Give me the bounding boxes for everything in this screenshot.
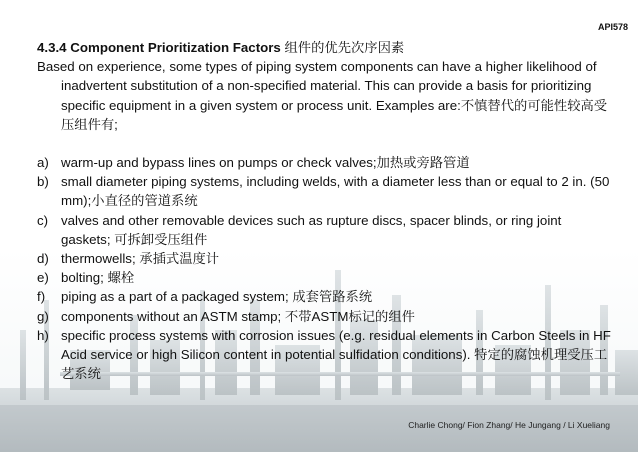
list-marker: g): [37, 308, 49, 324]
list-item-text: components without an ASTM stamp; 不带ASTM标记的组件: [61, 308, 415, 324]
list-marker: d): [37, 251, 49, 267]
list-item-text: valves and other removable devices such as rupture discs, spacer blinds, or ring joint gaskets; 可拆卸受压组件: [61, 212, 562, 247]
list-item-text: specific process systems with corrosion issues (e.g. residual elements in Carbon Steels in HF Acid service or high Silicon content in potential sulfidation conditions). 特定的腐蚀机理受压工艺系统: [61, 327, 611, 382]
list-item: [37, 172, 612, 210]
list-item: [37, 326, 612, 384]
list-item: [37, 287, 612, 306]
list-marker: h): [37, 327, 49, 343]
list-marker: a): [37, 155, 49, 171]
author-credit: Charlie Chong/ Fion Zhang/ He Jungang / Li Xueliang: [408, 420, 610, 430]
list-item-text: small diameter piping systems, including welds, with a diameter less than or equal to 2 in. (50 mm);小直径的管道系统: [61, 174, 610, 209]
list-item: [37, 249, 612, 268]
list-item: [37, 307, 612, 326]
list-item: [37, 153, 612, 172]
list-item: [37, 268, 612, 287]
document-tag: API578: [597, 22, 628, 32]
list-item-text: warm-up and bypass lines on pumps or check valves;加热或旁路管道: [61, 155, 470, 171]
list-item-text: thermowells; 承插式温度计: [61, 251, 220, 267]
section-heading-english: 4.3.4 Component Prioritization Factors: [37, 40, 281, 55]
slide-content: [37, 38, 612, 383]
component-list: [37, 153, 612, 383]
intro-paragraph: Based on experience, some types of piping system components can have a higher likelihood of inadvertent substitution of a non-specified material. This can provide a basis for prioritizing specific equipment in a given system or process unit. Examples are:不慎替代的可能性较高受压组件有;: [37, 59, 608, 132]
list-item-text: piping as a part of a packaged system; 成套管路系统: [61, 289, 373, 305]
list-marker: f): [37, 289, 46, 305]
list-item-text: bolting; 螺栓: [61, 270, 135, 286]
list-marker: e): [37, 270, 49, 286]
list-item: [37, 211, 612, 249]
paragraph-spacer: [37, 134, 612, 153]
section-heading-chinese: 组件的优先次序因素: [284, 40, 405, 55]
list-marker: c): [37, 212, 49, 228]
section-heading: [37, 38, 612, 57]
list-marker: b): [37, 174, 49, 190]
